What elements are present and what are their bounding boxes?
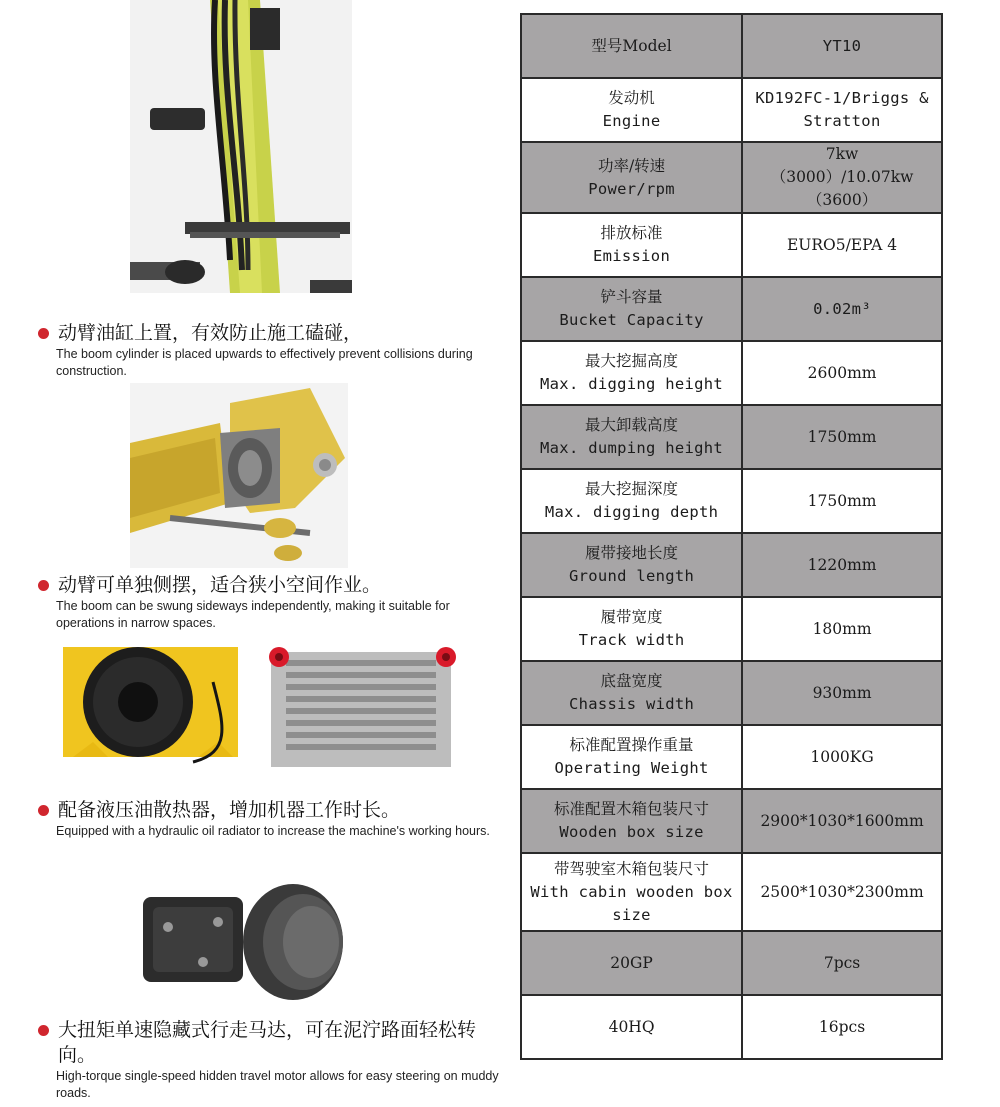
feature-description: Equipped with a hydraulic oil radiator to increase the machine's working hours. (56, 824, 490, 838)
spec-label: 铲斗容量 Bucket Capacity (521, 277, 742, 341)
spec-value: 1220mm (742, 533, 942, 597)
spec-value: 180mm (742, 597, 942, 661)
spec-row (521, 725, 942, 789)
spec-row (521, 597, 942, 661)
spec-label: 型号Model (521, 14, 742, 78)
spec-label: 底盘宽度 Chassis width (521, 661, 742, 725)
spec-value: 1750mm (742, 469, 942, 533)
spec-label: 40HQ (521, 995, 742, 1059)
spec-value: 2900*1030*1600mm (742, 789, 942, 853)
feature-title: 动臂油缸上置，有效防止施工磕碰， (58, 322, 363, 344)
spec-row (521, 142, 942, 213)
spec-row (521, 661, 942, 725)
spec-label: 带驾驶室木箱包装尺寸 With cabin wooden box size (521, 853, 742, 931)
feature-title: 动臂可单独侧摆，适合狭小空间作业。 (58, 574, 382, 596)
spec-value: YT10 (742, 14, 942, 78)
spec-value: 930mm (742, 661, 942, 725)
spec-label: 20GP (521, 931, 742, 995)
feature-item (38, 798, 508, 840)
spec-value: 7pcs (742, 931, 942, 995)
feature-title: 配备液压油散热器，增加机器工作时长。 (58, 799, 401, 821)
spec-label: 排放标准 Emission (521, 213, 742, 277)
spec-value: KD192FC-1/Briggs & Stratton (742, 78, 942, 142)
radiator-core-photo (261, 642, 461, 772)
spec-row (521, 213, 942, 277)
spec-row (521, 14, 942, 78)
feature-description: The boom cylinder is placed upwards to effectively prevent collisions during construction. (56, 347, 473, 378)
feature-item (38, 321, 508, 380)
spec-label: 履带接地长度 Ground length (521, 533, 742, 597)
bullet-dot-icon (38, 580, 49, 591)
travel-motor-photo (133, 872, 345, 1009)
spec-row (521, 995, 942, 1059)
feature-item (38, 1018, 508, 1102)
spec-row (521, 341, 942, 405)
spec-value: 0.02m³ (742, 277, 942, 341)
spec-row (521, 78, 942, 142)
spec-value: EURO5/EPA 4 (742, 213, 942, 277)
spec-row (521, 533, 942, 597)
spec-table (520, 13, 943, 1060)
spec-label: 最大挖掘深度 Max. digging depth (521, 469, 742, 533)
spec-value: 2500*1030*2300mm (742, 853, 942, 931)
spec-label: 功率/转速 Power/rpm (521, 142, 742, 213)
spec-label: 标准配置木箱包装尺寸 Wooden box size (521, 789, 742, 853)
spec-value: 16pcs (742, 995, 942, 1059)
spec-label: 最大挖掘高度 Max. digging height (521, 341, 742, 405)
spec-value: 2600mm (742, 341, 942, 405)
spec-row (521, 789, 942, 853)
spec-row (521, 277, 942, 341)
spec-value: 7kw（3000）/10.07kw（3600） (742, 142, 942, 213)
bullet-dot-icon (38, 1025, 49, 1036)
spec-row (521, 405, 942, 469)
spec-value: 1750mm (742, 405, 942, 469)
radiator-fan-photo (63, 642, 246, 772)
spec-row (521, 931, 942, 995)
boom-cylinder-photo (130, 0, 352, 293)
spec-label: 最大卸载高度 Max. dumping height (521, 405, 742, 469)
bullet-dot-icon (38, 328, 49, 339)
boom-swing-joint-photo (130, 383, 348, 568)
spec-row (521, 853, 942, 931)
spec-value: 1000KG (742, 725, 942, 789)
spec-label: 履带宽度 Track width (521, 597, 742, 661)
bullet-dot-icon (38, 805, 49, 816)
spec-row (521, 469, 942, 533)
feature-description: High-torque single-speed hidden travel motor allows for easy steering on muddy roads. (56, 1069, 499, 1100)
feature-description: The boom can be swung sideways independently, making it suitable for operations in narrow spaces. (56, 599, 450, 630)
feature-item (38, 573, 508, 632)
spec-label: 发动机 Engine (521, 78, 742, 142)
feature-title: 大扭矩单速隐藏式行走马达，可在泥泞路面轻松转向。 (58, 1019, 477, 1066)
spec-label: 标准配置操作重量 Operating Weight (521, 725, 742, 789)
